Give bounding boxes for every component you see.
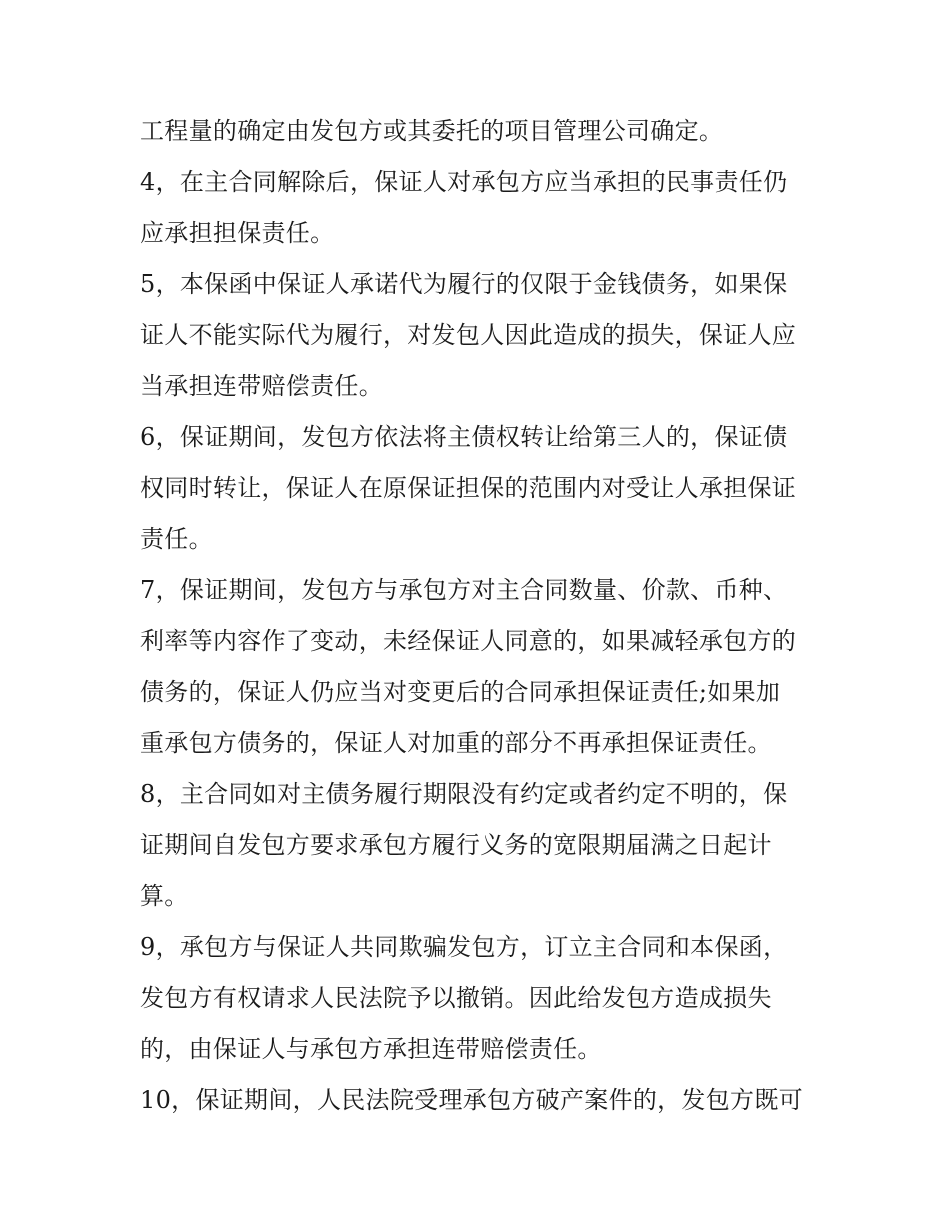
text-line: 重承包方债务的，保证人对加重的部分不再承担保证责任。	[140, 729, 772, 757]
text-line: 债务的，保证人仍应当对变更后的合同承担保证责任;如果加	[140, 678, 781, 706]
text-line: 算。	[140, 882, 189, 910]
text-line: 9，承包方与保证人共同欺骗发包方，订立主合同和本保函，	[140, 933, 788, 961]
text-line: 权同时转让，保证人在原保证担保的范围内对受让人承担保证	[140, 474, 797, 502]
text-line: 5，本保函中保证人承诺代为履行的仅限于金钱债务，如果保	[140, 270, 788, 298]
document-body	[140, 106, 820, 1126]
text-line: 责任。	[140, 525, 213, 553]
text-line: 8，主合同如对主债务履行期限没有约定或者约定不明的，保	[140, 780, 788, 808]
text-line: 利率等内容作了变动，未经保证人同意的，如果减轻承包方的	[140, 627, 797, 655]
text-line: 6，保证期间，发包方依法将主债权转让给第三人的，保证债	[140, 423, 788, 451]
text-line: 发包方有权请求人民法院予以撤销。因此给发包方造成损失	[140, 984, 772, 1012]
text-line: 证期间自发包方要求承包方履行义务的宽限期届满之日起计	[140, 831, 772, 859]
text-line: 工程量的确定由发包方或其委托的项目管理公司确定。	[140, 117, 724, 145]
text-line: 当承担连带赔偿责任。	[140, 372, 383, 400]
text-line: 证人不能实际代为履行，对发包人因此造成的损失，保证人应	[140, 321, 797, 349]
text-line: 10，保证期间，人民法院受理承包方破产案件的，发包方既可	[140, 1086, 803, 1114]
text-line: 4，在主合同解除后，保证人对承包方应当承担的民事责任仍	[140, 168, 788, 196]
text-line: 7，保证期间，发包方与承包方对主合同数量、价款、币种、	[140, 576, 788, 604]
text-line: 应承担担保责任。	[140, 219, 335, 247]
text-line: 的，由保证人与承包方承担连带赔偿责任。	[140, 1035, 602, 1063]
